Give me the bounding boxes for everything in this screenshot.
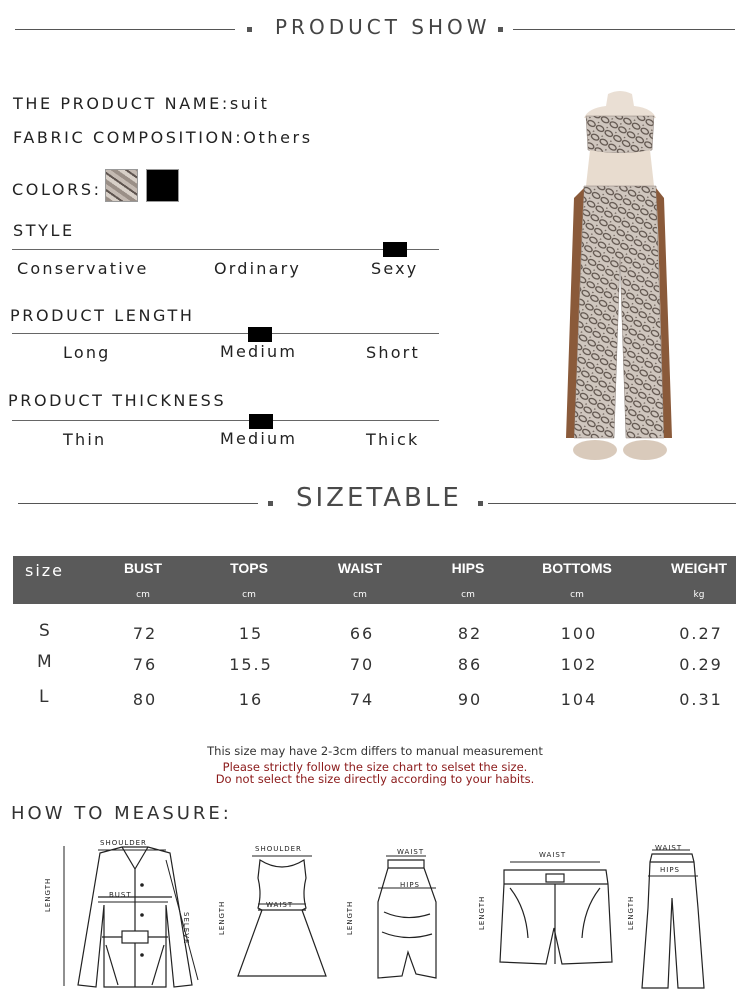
warning-note-2: Do not select the size directly according to your habits. [215, 772, 535, 786]
product-name-label: THE PRODUCT NAME: [13, 94, 230, 113]
measurement-note: This size may have 2-3cm differs to manual measurement [207, 744, 543, 758]
bust-column-header: BUST [123, 560, 163, 576]
bust-cell: 72 [132, 624, 158, 643]
divider-dot [247, 27, 252, 32]
size-cell: L [39, 687, 49, 707]
section-title: SIZETABLE [296, 483, 462, 513]
warning-note-1: Please strictly follow the size chart to selset the size. [222, 760, 528, 774]
jacket-shoulder-label: SHOULDER [100, 839, 147, 847]
product-photo [560, 88, 680, 468]
divider [15, 29, 235, 30]
tops-unit: cm [242, 590, 256, 600]
divider [18, 503, 258, 504]
size-cell: S [39, 621, 50, 641]
length-scale-line [12, 333, 439, 334]
fabric-label: FABRIC COMPOSITION: [13, 128, 244, 147]
dress-diagram [232, 854, 332, 984]
fabric-value: Others [243, 128, 313, 147]
weight-cell: 0.29 [679, 655, 723, 674]
pants-length-label: LENGTH [627, 895, 635, 930]
length-option-medium: Medium [220, 342, 298, 361]
style-title: STYLE [13, 221, 75, 240]
skirt-hips-label: HIPS [400, 881, 420, 889]
section-title: PRODUCT SHOW [275, 15, 491, 39]
size-cell: M [37, 652, 52, 672]
hips-cell: 90 [457, 690, 483, 709]
style-marker [383, 242, 407, 257]
black-swatch[interactable] [146, 169, 179, 202]
jacket-measure-lines [58, 840, 218, 990]
bottoms-cell: 100 [560, 624, 598, 643]
length-option-short: Short [366, 343, 420, 362]
skirt-length-label: LENGTH [346, 900, 354, 935]
skirt-diagram [362, 852, 452, 987]
length-title: PRODUCT LENGTH [10, 306, 195, 325]
length-marker [248, 327, 272, 342]
divider-dot [498, 27, 503, 32]
bottoms-cell: 104 [560, 690, 598, 709]
size-column-header: size [25, 561, 65, 580]
weight-cell: 0.27 [679, 624, 723, 643]
dress-waist-label: WAIST [266, 901, 294, 909]
thickness-option-thick: Thick [366, 430, 420, 449]
shorts-diagram [496, 858, 616, 973]
product-name-row [13, 94, 269, 113]
weight-cell: 0.31 [679, 690, 723, 709]
jacket-sleeve-label: SELEVE [182, 912, 190, 945]
size-table-header [13, 556, 736, 604]
dress-length-label: LENGTH [218, 900, 226, 935]
bust-cell: 76 [132, 655, 158, 674]
length-option-long: Long [63, 343, 111, 362]
fabric-row [13, 128, 313, 147]
style-option-ordinary: Ordinary [214, 259, 302, 278]
divider-dot [478, 501, 483, 506]
colors-label: COLORS: [12, 180, 102, 199]
divider [513, 29, 735, 30]
hips-cell: 86 [457, 655, 483, 674]
pants-hips-label: HIPS [660, 866, 680, 874]
divider [488, 503, 736, 504]
hips-column-header: HIPS [451, 560, 485, 576]
thickness-marker [249, 414, 273, 429]
waist-unit: cm [353, 590, 367, 600]
waist-cell: 70 [349, 655, 375, 674]
weight-column-header: WEIGHT [671, 560, 727, 576]
jacket-length-label: LENGTH [44, 877, 52, 912]
shorts-length-label: LENGTH [478, 895, 486, 930]
thickness-scale-line [12, 420, 439, 421]
bottoms-cell: 102 [560, 655, 598, 674]
bottoms-unit: cm [570, 590, 584, 600]
hips-cell: 82 [457, 624, 483, 643]
thickness-option-thin: Thin [63, 430, 107, 449]
tops-cell: 15.5 [229, 655, 273, 674]
weight-unit: kg [693, 590, 705, 600]
hips-unit: cm [461, 590, 475, 600]
dress-shoulder-label: SHOULDER [255, 845, 302, 853]
bust-unit: cm [136, 590, 150, 600]
how-to-measure-title: HOW TO MEASURE: [11, 803, 232, 824]
snake-print-swatch[interactable] [105, 169, 138, 202]
bust-cell: 80 [132, 690, 158, 709]
divider-dot [268, 501, 273, 506]
bottoms-column-header: BOTTOMS [542, 560, 612, 576]
skirt-waist-label: WAIST [397, 848, 425, 856]
tops-cell: 15 [238, 624, 264, 643]
waist-cell: 66 [349, 624, 375, 643]
thickness-title: PRODUCT THICKNESS [8, 391, 227, 410]
style-option-conservative: Conservative [17, 259, 149, 278]
style-option-sexy: Sexy [371, 259, 419, 278]
thickness-option-medium: Medium [220, 429, 298, 448]
waist-cell: 74 [349, 690, 375, 709]
tops-cell: 16 [238, 690, 264, 709]
product-name-value: suit [229, 94, 270, 113]
shorts-waist-label: WAIST [539, 851, 567, 859]
waist-column-header: WAIST [337, 560, 383, 576]
style-scale-line [12, 249, 439, 250]
pants-waist-label: WAIST [655, 844, 683, 852]
jacket-bust-label: BUST [109, 891, 132, 899]
tops-column-header: TOPS [230, 560, 268, 576]
